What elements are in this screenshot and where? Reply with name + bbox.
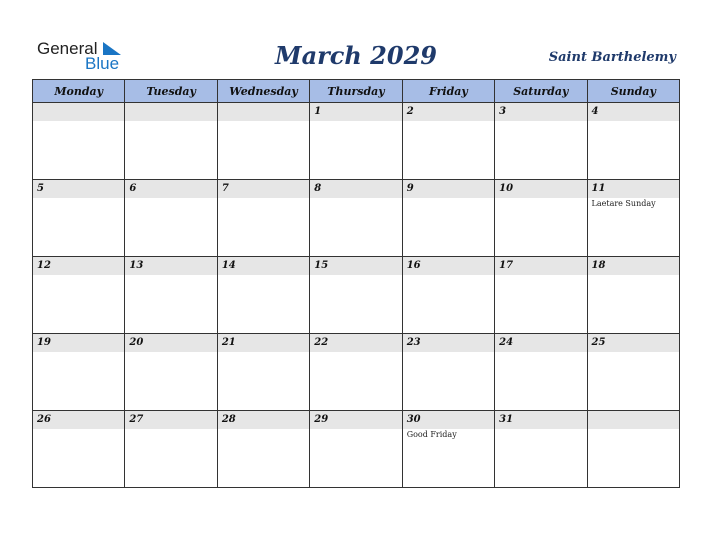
day-number: 30 [403,411,494,429]
day-cell [587,257,679,334]
day-number [218,103,309,121]
day-cell [495,334,587,411]
day-cell [310,411,402,488]
day-cell [217,180,309,257]
day-number: 18 [588,257,679,275]
day-number: 12 [33,257,124,275]
day-cell [217,334,309,411]
day-number: 24 [495,334,586,352]
day-cell [125,411,217,488]
day-cell [587,180,679,257]
day-cell [587,411,679,488]
day-cell [587,334,679,411]
logo-word-blue: Blue [85,54,120,73]
weekday-saturday: Saturday [495,80,587,103]
day-cell [495,411,587,488]
day-cell [495,103,587,180]
generalblue-logo [37,40,137,74]
weekday-monday: Monday [33,80,125,103]
week-row [33,411,680,488]
day-number: 20 [125,334,216,352]
day-cell [310,103,402,180]
week-row [33,334,680,411]
weekday-wednesday: Wednesday [217,80,309,103]
day-number: 21 [218,334,309,352]
day-number: 14 [218,257,309,275]
week-row [33,257,680,334]
day-cell [310,257,402,334]
day-cell [33,334,125,411]
day-number: 13 [125,257,216,275]
day-cell [402,411,494,488]
calendar-title: March 2029 [275,41,437,70]
day-number: 8 [310,180,401,198]
week-row [33,180,680,257]
day-number: 5 [33,180,124,198]
day-number: 1 [310,103,401,121]
day-cell [33,103,125,180]
day-cell [217,411,309,488]
day-number: 3 [495,103,586,121]
day-cell [125,103,217,180]
day-cell [33,411,125,488]
day-number: 4 [588,103,679,121]
day-number: 6 [125,180,216,198]
day-number: 23 [403,334,494,352]
day-number: 17 [495,257,586,275]
weekday-header-row [33,80,680,103]
day-cell [33,257,125,334]
day-number: 10 [495,180,586,198]
day-number: 19 [33,334,124,352]
logo-word-general: General [37,39,98,58]
weekday-friday: Friday [402,80,494,103]
day-cell [217,103,309,180]
day-number: 15 [310,257,401,275]
weekday-sunday: Sunday [587,80,679,103]
day-number [125,103,216,121]
day-number: 9 [403,180,494,198]
day-number: 7 [218,180,309,198]
day-event: Good Friday [406,430,457,439]
day-number [33,103,124,121]
weekday-tuesday: Tuesday [125,80,217,103]
day-number: 29 [310,411,401,429]
day-cell [495,257,587,334]
day-number: 27 [125,411,216,429]
day-number: 2 [403,103,494,121]
day-cell [587,103,679,180]
day-cell [495,180,587,257]
day-number: 28 [218,411,309,429]
day-cell [125,180,217,257]
day-number: 31 [495,411,586,429]
day-cell [402,257,494,334]
day-number: 22 [310,334,401,352]
day-cell [310,334,402,411]
day-number: 16 [403,257,494,275]
day-cell [402,180,494,257]
day-cell [217,257,309,334]
day-cell [402,334,494,411]
weekday-thursday: Thursday [310,80,402,103]
country-name: Saint Barthelemy [548,50,676,65]
day-number: 26 [33,411,124,429]
calendar-grid [32,79,680,488]
day-event: Laetare Sunday [591,199,656,208]
day-cell [310,180,402,257]
day-number: 11 [588,180,679,198]
day-cell [402,103,494,180]
day-cell [33,180,125,257]
day-number [588,411,679,429]
week-row [33,103,680,180]
day-number: 25 [588,334,679,352]
day-cell [125,334,217,411]
day-cell [125,257,217,334]
